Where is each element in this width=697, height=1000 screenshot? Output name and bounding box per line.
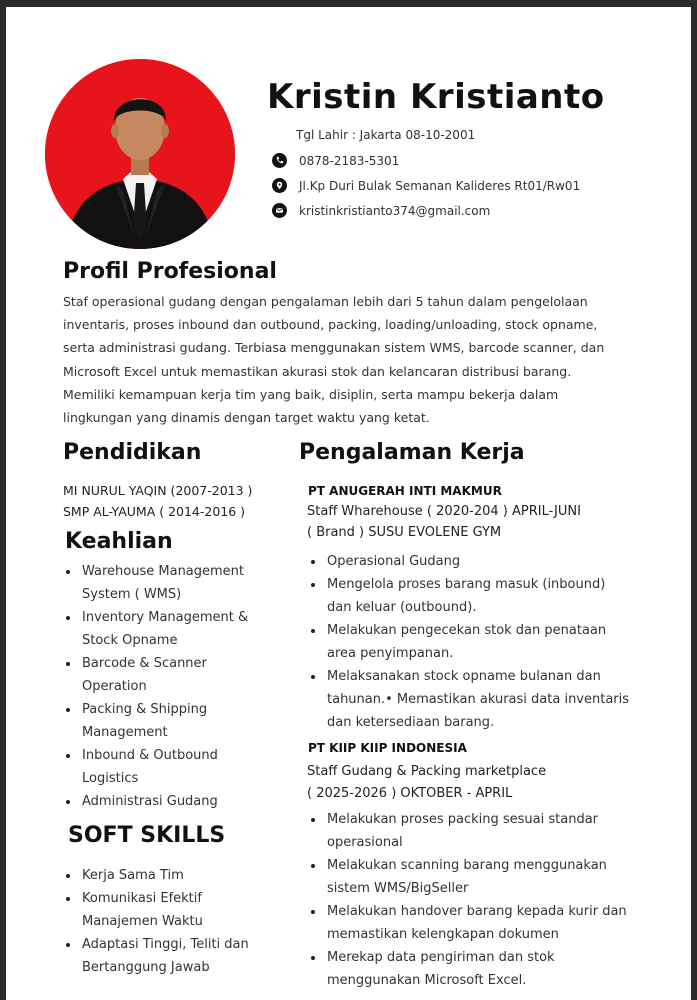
email-icon: [272, 203, 287, 218]
phone-icon: [272, 153, 287, 168]
job-brand: ( Brand ) SUSU EVOLENE GYM: [307, 525, 502, 540]
list-item: Packing & Shipping Management: [63, 698, 283, 744]
list-item: Administrasi Gudang: [63, 790, 283, 813]
email-address: kristinkristianto374@gmail.com: [299, 203, 491, 218]
skills-heading: Keahlian: [65, 529, 173, 554]
date-of-birth: Tgl Lahir : Jakarta 08-10-2001: [296, 128, 476, 142]
list-item: Komunikasi Efektif Manajemen Waktu: [63, 887, 283, 933]
company-name: PT ANUGERAH INTI MAKMUR: [308, 484, 502, 498]
job-role: Staff Wharehouse ( 2020-204 ) APRIL-JUNI: [307, 504, 581, 519]
list-item: Warehouse Management System ( WMS): [63, 560, 283, 606]
profile-heading: Profil Profesional: [63, 259, 277, 284]
experience-heading: Pengalaman Kerja: [299, 440, 525, 465]
list-item: Melakukan scanning barang menggunakan sistem WMS/BigSeller: [308, 854, 653, 900]
list-item: Melaksanakan stock opname bulanan dan tahunan.• Memastikan akurasi data inventaris dan ketersediaan barang.: [308, 665, 653, 734]
candidate-name: Kristin Kristianto: [267, 77, 605, 117]
job-duties-list: [308, 550, 653, 734]
list-item: Adaptasi Tinggi, Teliti dan Bertanggung Jawab: [63, 933, 283, 979]
profile-line: lingkungan yang dinamis dengan target waktu yang ketat.: [63, 410, 430, 426]
list-item: Operasional Gudang: [308, 550, 653, 573]
profile-line: Microsoft Excel untuk memastikan akurasi stok dan kelancaran distribusi barang.: [63, 363, 572, 379]
education-heading: Pendidikan: [63, 440, 202, 465]
education-item: SMP AL-YAUMA ( 2014-2016 ): [63, 504, 246, 519]
skills-list: [63, 560, 283, 813]
profile-summary: [63, 290, 643, 429]
resume-page: [6, 7, 691, 1000]
profile-line: Memiliki kemampuan kerja tim yang baik, disiplin, serta mampu bekerja dalam: [63, 386, 559, 402]
contact-phone: [272, 153, 399, 168]
location-pin-icon: [272, 178, 287, 193]
list-item: Kerja Sama Tim: [63, 864, 283, 887]
profile-line: inventaris, proses inbound dan outbound, packing, loading/unloading, stock opname,: [63, 317, 598, 333]
company-name: PT KIIP KIIP INDONESIA: [308, 741, 467, 755]
job-role: Staff Gudang & Packing marketplace: [307, 764, 547, 779]
list-item: Mengelola proses barang masuk (inbound) dan keluar (outbound).: [308, 573, 653, 619]
education-item: MI NURUL YAQIN (2007-2013 ): [63, 483, 253, 498]
job-duties-list: [308, 808, 653, 992]
contact-address: [272, 178, 580, 193]
list-item: Melakukan pengecekan stok dan penataan area penyimpanan.: [308, 619, 653, 665]
list-item: Merekap data pengiriman dan stok menggunakan Microsoft Excel.: [308, 946, 653, 992]
profile-line: Staf operasional gudang dengan pengalaman lebih dari 5 tahun dalam pengelolaan: [63, 294, 588, 309]
list-item: Melakukan handover barang kepada kurir dan memastikan kelengkapan dokumen: [308, 900, 653, 946]
profile-photo-illustration: [45, 59, 235, 249]
address-text: Jl.Kp Duri Bulak Semanan Kalideres Rt01/Rw01: [299, 178, 581, 193]
profile-line: serta administrasi gudang. Terbiasa menggunakan sistem WMS, barcode scanner, dan: [63, 340, 605, 356]
list-item: Barcode & Scanner Operation: [63, 652, 283, 698]
job-period: ( 2025-2026 ) OKTOBER - APRIL: [307, 786, 513, 801]
profile-photo: [45, 59, 235, 249]
soft-skills-list: [63, 864, 283, 979]
list-item: Inventory Management & Stock Opname: [63, 606, 283, 652]
soft-skills-heading: SOFT SKILLS: [68, 823, 226, 848]
list-item: Melakukan proses packing sesuai standar operasional: [308, 808, 653, 854]
contact-email: [272, 203, 490, 218]
phone-number: 0878-2183-5301: [299, 153, 400, 168]
list-item: Inbound & Outbound Logistics: [63, 744, 283, 790]
